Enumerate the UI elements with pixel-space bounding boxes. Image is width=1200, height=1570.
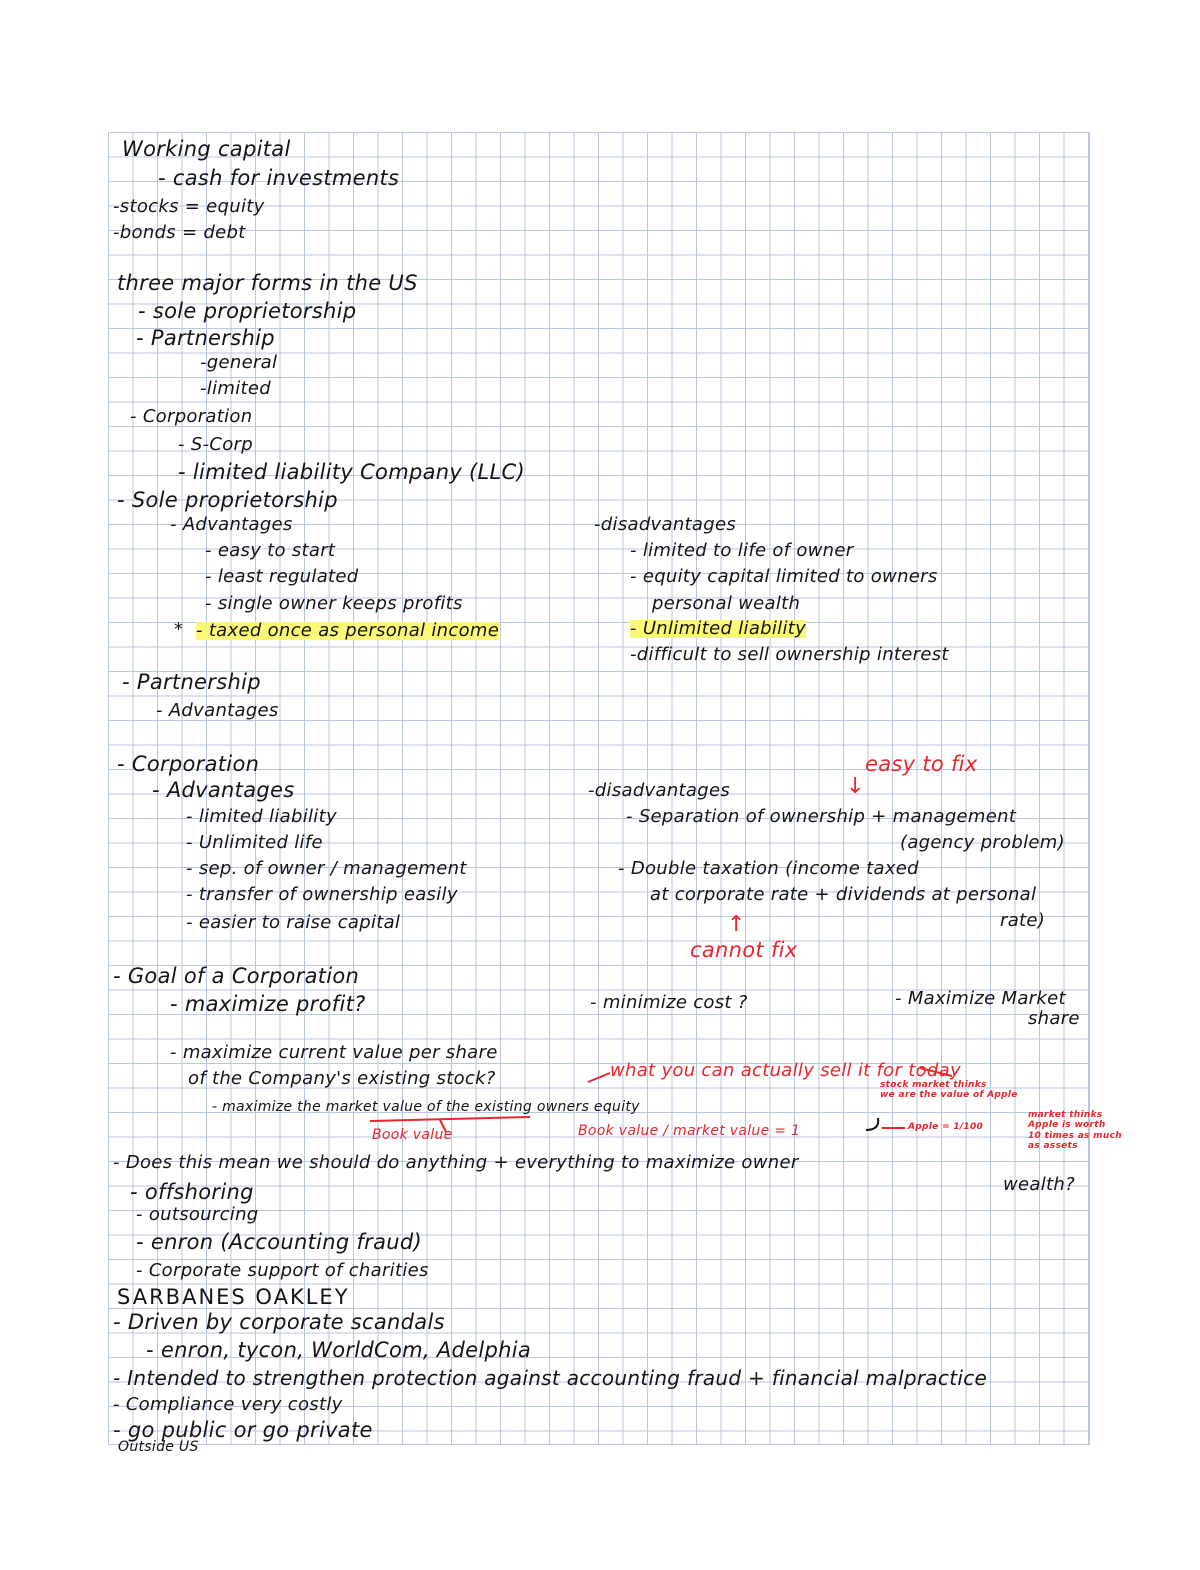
note-scorp: - S-Corp (178, 434, 253, 455)
note-sole-prop: - sole proprietorship (138, 299, 357, 323)
star-mark: * (174, 619, 184, 640)
note-enron: - enron (Accounting fraud) (136, 1230, 422, 1254)
note-personal-wealth: personal wealth (652, 593, 801, 614)
note-least-reg: - least regulated (205, 566, 359, 587)
note-min-cost: - minimize cost ? (590, 992, 748, 1013)
note-raise-capital: - easier to raise capital (186, 912, 401, 933)
note-intended: - Intended to strengthen protection against accounting fraud + financial malpractice (113, 1366, 988, 1390)
note-working-capital: Working capital (122, 137, 291, 161)
note-wealth: wealth? (1003, 1174, 1075, 1195)
note-apple: Apple = 1/100 (908, 1122, 984, 1132)
note-ltd-liability: - limited liability (186, 806, 337, 827)
note-unlimited-liability: - Unlimited liability (630, 618, 807, 639)
note-outsourcing: - outsourcing (136, 1204, 259, 1225)
note-limited-life: - limited to life of owner (630, 540, 854, 561)
note-bonds-debt: -bonds = debt (113, 222, 246, 243)
note-what-sell: what you can actually sell it for today (610, 1060, 961, 1081)
note-cash-investments: - cash for investments (158, 166, 400, 190)
note-transfer: - transfer of ownership easily (186, 884, 458, 905)
note-equity-capital: - equity capital limited to owners (630, 566, 938, 587)
note-separation: - Separation of ownership + management (626, 806, 1017, 827)
note-three-forms: three major forms in the US (117, 271, 418, 295)
note-goal: - Goal of a Corporation (113, 964, 360, 988)
note-go-public: - go public or go private (113, 1418, 373, 1442)
note-disadvantages-1: -disadvantages (594, 514, 737, 535)
note-limited: -limited (200, 378, 271, 399)
note-difficult-sell: -difficult to sell ownership interest (630, 644, 949, 665)
note-disadvantages-2: -disadvantages (588, 780, 731, 801)
note-book-value: Book value (372, 1127, 453, 1143)
note-corp-support: - Corporate support of charities (136, 1260, 429, 1281)
note-max-market: - Maximize Market (895, 988, 1066, 1009)
red-up-arrow-icon: ↑ (727, 912, 746, 937)
note-compliance: - Compliance very costly (113, 1394, 343, 1415)
note-does-this: - Does this mean we should do anything + everything to maximize owner (113, 1152, 799, 1173)
note-agency: (agency problem) (900, 832, 1065, 853)
note-advantages-2: - Advantages (156, 700, 279, 721)
note-sarbanes: SARBANES OAKLEY (117, 1285, 350, 1309)
note-corporation-2: - Corporation (117, 752, 260, 776)
note-advantages-1: - Advantages (170, 514, 293, 535)
note-single-owner: - single owner keeps profits (205, 593, 463, 614)
note-rate: rate) (1000, 910, 1046, 931)
note-corporate-rate: at corporate rate + dividends at personal (650, 884, 1037, 905)
note-of-company: of the Company's existing stock? (188, 1068, 496, 1089)
note-sole-prop-2: - Sole proprietorship (117, 488, 338, 512)
note-max-profit: - maximize profit? (170, 992, 366, 1016)
note-advantages-3: - Advantages (152, 778, 295, 802)
note-llc: - limited liability Company (LLC) (178, 460, 526, 484)
note-unlimited-life: - Unlimited life (186, 832, 323, 853)
note-easy-fix: easy to fix (865, 752, 978, 776)
note-enron-list: - enron, tycon, WorldCom, Adelphia (146, 1338, 532, 1362)
note-max-current: - maximize current value per share (170, 1042, 498, 1063)
note-partnership: - Partnership (136, 326, 275, 350)
note-max-market-value: - maximize the market value of the existing owners equity (212, 1099, 640, 1115)
note-stocks-equity: -stocks = equity (113, 196, 265, 217)
note-easy-start: - easy to start (205, 540, 336, 561)
note-share: share (1028, 1008, 1080, 1029)
note-general: -general (200, 352, 278, 373)
note-corporation: - Corporation (130, 406, 253, 427)
note-partnership-2: - Partnership (122, 670, 261, 694)
note-outside-us: Outside US (118, 1439, 199, 1455)
red-down-arrow-icon: ↓ (846, 774, 865, 799)
note-book-ratio: Book value / market value = 1 (578, 1123, 801, 1139)
note-driven: - Driven by corporate scandals (113, 1310, 445, 1334)
note-taxed-once: - taxed once as personal income (196, 620, 500, 641)
note-cannot-fix: cannot fix (690, 938, 798, 962)
note-offshoring: - offshoring (130, 1180, 254, 1204)
note-tiny-market: stock market thinks we are the value of Apple (880, 1080, 1018, 1101)
note-tiny-apple-worth: market thinks Apple is worth 10 times as much as assets (1028, 1110, 1122, 1152)
note-double-tax: - Double taxation (income taxed (618, 858, 919, 879)
note-sep-owner: - sep. of owner / management (186, 858, 467, 879)
